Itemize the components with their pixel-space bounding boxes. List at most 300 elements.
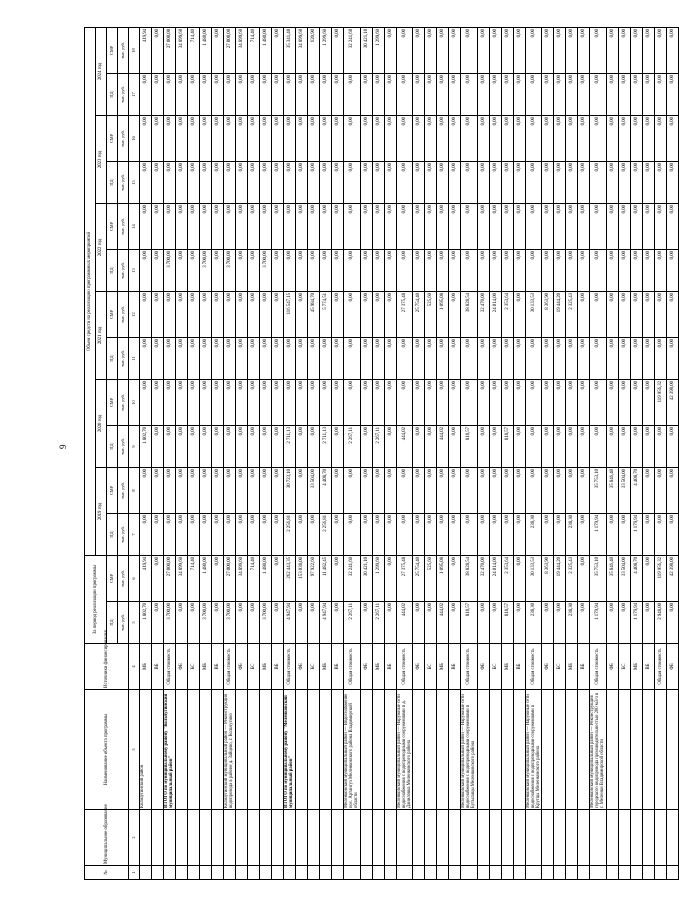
cell-value: 0,00 [501,514,513,556]
cell-value: 0,00 [666,162,678,204]
header-unit: тыс. руб. [118,468,129,514]
cell-source: ВБ [449,644,461,690]
cell-value: 0,00 [140,468,152,514]
cell-value: 0,00 [513,292,525,338]
cell-municipality [284,810,296,866]
header-col-number: 16 [129,116,140,162]
cell-value: 0,00 [272,116,284,162]
cell-value: 0,00 [344,116,361,162]
cell-object-name [212,690,224,810]
cell-value: 0,00 [296,162,308,204]
cell-value: 0,00 [152,514,164,556]
cell-source: ВБ [384,644,396,690]
header-col-number: 1 [129,866,140,880]
cell-value: 714,40 [188,556,200,602]
cell-value: 262 443,35 [284,556,296,602]
header-municipality: Муниципальное образование [85,810,129,866]
cell-value: 0,00 [654,204,666,250]
cell-value: 0,00 [200,514,212,556]
cell-value: 0,00 [542,468,554,514]
cell-value: 0,00 [501,468,513,514]
cell-value: 0,00 [212,602,224,644]
cell-value: 0,00 [425,426,437,468]
cell-value: 0,00 [642,338,654,380]
cell-value: 0,00 [554,468,566,514]
cell-no [566,866,578,880]
table-row [188,27,200,879]
cell-value: 0,00 [360,338,372,380]
cell-value: 0,00 [501,74,513,116]
cell-value: 0,00 [164,74,176,116]
cell-value: 0,00 [272,468,284,514]
cell-value: 0,00 [384,250,396,292]
cell-municipality [260,810,272,866]
cell-municipality [396,810,413,866]
cell-municipality [489,810,501,866]
cell-value: 0,00 [513,27,525,73]
header-unit: тыс. руб. [118,514,129,556]
cell-value: 0,00 [272,426,284,468]
cell-object-name [425,690,437,810]
cell-value: 0,00 [188,292,200,338]
cell-no [372,866,384,880]
cell-municipality [372,810,384,866]
cell-value: 0,00 [606,250,618,292]
cell-value: 0,00 [176,514,188,556]
cell-value: 0,00 [477,204,489,250]
cell-value: 0,00 [152,250,164,292]
cell-value: 0,00 [320,204,332,250]
table-row [501,27,513,879]
cell-value: 0,00 [477,250,489,292]
cell-value: 0,00 [200,204,212,250]
cell-value: 0,00 [449,27,461,73]
cell-value: 0,00 [578,602,590,644]
cell-value: 0,00 [176,338,188,380]
header-no: № [85,866,129,880]
header-object-name: Наименование объекта программы [85,690,129,810]
cell-value: 0,00 [272,250,284,292]
cell-value: 2 948,00 [654,602,666,644]
header-unit: тыс. руб. [118,250,129,292]
cell-value: 4 947,94 [320,602,332,644]
cell-municipality [212,810,224,866]
cell-municipality [554,810,566,866]
cell-value: 0,00 [212,468,224,514]
cell-source: БС [248,644,260,690]
cell-value: 0,00 [272,514,284,556]
header-col-number: 11 [129,338,140,380]
cell-value: 0,00 [332,292,344,338]
cell-municipality [200,810,212,866]
cell-value: 0,00 [554,116,566,162]
cell-value: 0,00 [449,380,461,426]
cell-value: 0,00 [248,292,260,338]
cell-value: 0,00 [396,27,413,73]
cell-value: 0,00 [666,250,678,292]
cell-value: 0,00 [618,250,630,292]
cell-value: 238,30 [566,602,578,644]
cell-value: 0,00 [654,292,666,338]
cell-value: 0,00 [188,380,200,426]
cell-value: 0,00 [477,338,489,380]
cell-municipality [542,810,554,866]
cell-value: 0,00 [425,380,437,426]
cell-value: 0,00 [308,338,320,380]
cell-value: 4 947,94 [284,602,296,644]
cell-object-name [642,690,654,810]
cell-value: 714,40 [188,27,200,73]
cell-value: 0,00 [590,380,607,426]
cell-value: 32 241,60 [344,27,361,73]
cell-value: 34 899,60 [236,556,248,602]
cell-value: 0,00 [372,380,384,426]
cell-object-name: Меленковский муниципальный район — Наружные сети водоснабжения с водопроводными сооружениями в д. Даниловка Меленковского района [396,690,413,810]
cell-value: 0,00 [384,116,396,162]
header-unit: тыс. руб. [118,74,129,116]
cell-value: 0,00 [260,514,272,556]
cell-value: 0,00 [642,292,654,338]
cell-value: 0,00 [525,250,542,292]
table-row [296,27,308,879]
cell-municipality [413,810,425,866]
cell-value: 0,00 [360,292,372,338]
cell-value: 525,60 [425,556,437,602]
table-row [449,27,461,879]
header-sub-smr: СМР [107,468,118,514]
table-row [489,27,501,879]
cell-value: 4 408,70 [630,556,642,602]
cell-source: Общая стоимость [396,644,413,690]
cell-value: 0,00 [332,380,344,426]
cell-value: 32 241,60 [344,556,361,602]
cell-municipality [654,810,666,866]
cell-value: 0,00 [296,514,308,556]
cell-value: 0,00 [260,426,272,468]
cell-value: 1 179,94 [630,602,642,644]
cell-object-name [654,690,666,810]
cell-object-name: Кольчугинский район [140,690,152,810]
cell-value: 0,00 [578,514,590,556]
cell-value: 0,00 [606,338,618,380]
cell-value: 0,00 [578,162,590,204]
cell-value: 0,00 [606,426,618,468]
cell-object-name [477,690,489,810]
cell-no [272,866,284,880]
cell-value: 0,00 [344,162,361,204]
cell-value: 27 375,48 [396,556,413,602]
table-row [461,27,478,879]
cell-value: 0,00 [525,380,542,426]
cell-value: 444,02 [396,426,413,468]
cell-value: 2 267,11 [372,602,384,644]
cell-value: 0,00 [554,380,566,426]
cell-value: 0,00 [164,380,176,426]
table-row [513,27,525,879]
cell-municipality [606,810,618,866]
cell-value: 0,00 [248,426,260,468]
cell-value: 0,00 [642,116,654,162]
cell-source: БС [489,644,501,690]
cell-value: 0,00 [152,27,164,73]
cell-source: ФБ [176,644,188,690]
header-sub-smr: СМР [107,27,118,73]
cell-value: 0,00 [489,338,501,380]
cell-value: 0,00 [542,250,554,292]
cell-value: 0,00 [396,116,413,162]
cell-value: 238,30 [525,602,542,644]
cell-value: 0,00 [666,27,678,73]
cell-value: 0,00 [176,116,188,162]
cell-value: 0,00 [642,27,654,73]
cell-value: 2 256,81 [284,514,296,556]
cell-no [260,866,272,880]
cell-source: МБ [372,644,384,690]
cell-municipality [642,810,654,866]
cell-value: 0,00 [384,338,396,380]
cell-value: 0,00 [272,27,284,73]
cell-no [437,866,449,880]
cell-source: ВБ [578,644,590,690]
cell-value: 0,00 [236,116,248,162]
cell-value: 0,00 [396,204,413,250]
cell-value: 0,00 [666,338,678,380]
cell-value: 0,00 [413,27,425,73]
cell-value: 0,00 [437,116,449,162]
cell-value: 0,00 [461,468,478,514]
table-row [566,27,578,879]
cell-value: 0,00 [396,468,413,514]
cell-value: 238,30 [525,514,542,556]
cell-no [413,866,425,880]
cell-value: 0,00 [384,292,396,338]
cell-value: 0,00 [344,292,361,338]
cell-value: 0,00 [332,514,344,556]
cell-value: 0,00 [248,204,260,250]
cell-value: 0,00 [525,116,542,162]
cell-value: 0,00 [152,380,164,426]
cell-value: 0,00 [437,250,449,292]
cell-value: 0,00 [272,380,284,426]
cell-value: 0,00 [360,250,372,292]
table-row [224,27,236,879]
cell-source: БС [425,644,437,690]
header-unit: тыс. руб. [118,204,129,250]
cell-value: 0,00 [284,380,296,426]
cell-value: 0,00 [260,74,272,116]
cell-value: 0,00 [578,556,590,602]
cell-object-name [200,690,212,810]
cell-value: 0,00 [449,204,461,250]
cell-object-name [630,690,642,810]
cell-value: 0,00 [618,27,630,73]
cell-object-name: Меленковский муниципальный район — Водоснабжение пос. Артангуз Меленковского района Владимирской области [344,690,361,810]
cell-municipality [449,810,461,866]
cell-source: БС [554,644,566,690]
cell-no [578,866,590,880]
cell-value: 0,00 [332,468,344,514]
cell-value: 1 480,00 [260,556,272,602]
cell-value: 0,00 [590,292,607,338]
cell-value: 0,00 [372,204,384,250]
cell-value: 0,00 [212,27,224,73]
cell-value: 0,00 [332,27,344,73]
table-row [642,27,654,879]
cell-value: 2 325,43 [566,556,578,602]
cell-value: 0,00 [224,514,236,556]
cell-value: 34 899,60 [236,27,248,73]
cell-value: 0,00 [152,74,164,116]
cell-value: 0,00 [212,74,224,116]
cell-value: 0,00 [654,338,666,380]
cell-value: 0,00 [489,514,501,556]
cell-value: 0,00 [542,338,554,380]
cell-value: 0,00 [542,204,554,250]
cell-value: 3 700,00 [164,602,176,644]
cell-value: 0,00 [501,204,513,250]
cell-value: 0,00 [260,162,272,204]
cell-value: 1 802,70 [140,426,152,468]
cell-value: 0,00 [449,556,461,602]
header-year-6: 2024 год [96,27,107,115]
cell-value: 0,00 [372,292,384,338]
cell-value: 0,00 [566,250,578,292]
cell-municipality [425,810,437,866]
cell-value: 119 956,32 [654,380,666,426]
cell-value: 0,00 [554,602,566,644]
cell-value: 818,57 [461,602,478,644]
table-row [384,27,396,879]
cell-value: 33 504,00 [618,556,630,602]
cell-value: 0,00 [654,250,666,292]
cell-value: 0,00 [654,116,666,162]
cell-value: 1 179,94 [590,602,607,644]
cell-value: 0,00 [384,27,396,73]
cell-object-name [413,690,425,810]
cell-value: 0,00 [461,27,478,73]
cell-no [590,866,607,880]
cell-source: ФБ [666,644,678,690]
cell-source: ВБ [332,644,344,690]
cell-value: 8 363,90 [542,292,554,338]
header-col-number: 3 [129,690,140,810]
cell-value: 0,00 [372,162,384,204]
cell-object-name [332,690,344,810]
cell-value: 0,00 [606,116,618,162]
table-body [140,27,679,879]
cell-value: 0,00 [296,602,308,644]
cell-value: 525,60 [425,292,437,338]
cell-no [525,866,542,880]
cell-value: 0,00 [260,338,272,380]
cell-value: 0,00 [513,204,525,250]
cell-object-name [152,690,164,810]
cell-value: 0,00 [140,162,152,204]
cell-no [200,866,212,880]
cell-value: 0,00 [425,204,437,250]
header-col-number: 18 [129,27,140,73]
cell-no [642,866,654,880]
cell-value: 0,00 [642,514,654,556]
financing-table [84,27,679,880]
cell-value: 0,00 [513,380,525,426]
cell-value: 0,00 [425,468,437,514]
cell-source: ФБ [542,644,554,690]
cell-value: 0,00 [425,338,437,380]
cell-value: 0,00 [296,116,308,162]
cell-no [449,866,461,880]
cell-value: 0,00 [630,250,642,292]
cell-value: 0,00 [437,514,449,556]
cell-value: 35 753,10 [590,556,607,602]
table-row [477,27,489,879]
cell-value: 0,00 [525,74,542,116]
table-row [437,27,449,879]
cell-value: 0,00 [578,468,590,514]
cell-source: МБ [501,644,513,690]
cell-value: 0,00 [578,338,590,380]
cell-municipality [164,810,176,866]
cell-municipality [525,810,542,866]
cell-source: ФБ [236,644,248,690]
header-col-number: 8 [129,468,140,514]
cell-value: 4 408,70 [320,468,332,514]
cell-no [236,866,248,880]
cell-value: 0,00 [666,514,678,556]
cell-object-name: Меленковский муниципальный район — Наружные сети водоснабжения с водопроводными сооружениями в Крутцы Меленковского района [525,690,542,810]
cell-value: 0,00 [212,162,224,204]
cell-value: 0,00 [372,74,384,116]
cell-value: 0,00 [554,514,566,556]
cell-value: 0,00 [272,292,284,338]
header-unit: тыс. руб. [118,602,129,644]
cell-value: 0,00 [296,204,308,250]
cell-value: 27 000,00 [164,27,176,73]
cell-value: 116 547,15 [284,292,296,338]
cell-value: 0,00 [542,162,554,204]
cell-value: 0,00 [566,27,578,73]
cell-value: 1 299,60 [320,27,332,73]
cell-value: 0,00 [554,204,566,250]
cell-value: 0,00 [513,162,525,204]
cell-value: 0,00 [449,74,461,116]
cell-value: 0,00 [630,292,642,338]
cell-value: 0,00 [461,162,478,204]
cell-municipality [224,810,236,866]
cell-value: 1 095,08 [437,292,449,338]
cell-value: 0,00 [272,602,284,644]
cell-value: 0,00 [566,338,578,380]
cell-value: 0,00 [513,426,525,468]
cell-value: 0,00 [425,162,437,204]
cell-value: 0,00 [152,556,164,602]
cell-value: 0,00 [360,514,372,556]
cell-value: 0,00 [590,74,607,116]
cell-object-name [236,690,248,810]
cell-source: Общая стоимость [461,644,478,690]
cell-municipality [590,810,607,866]
cell-value: 0,00 [413,204,425,250]
cell-value: 3 700,00 [224,602,236,644]
cell-value: 0,00 [344,250,361,292]
cell-value: 0,00 [200,426,212,468]
cell-value: 0,00 [384,204,396,250]
cell-object-name [501,690,513,810]
cell-source: МБ [260,644,272,690]
cell-value: 0,00 [606,380,618,426]
table-row [140,27,152,879]
cell-value: 0,00 [384,74,396,116]
